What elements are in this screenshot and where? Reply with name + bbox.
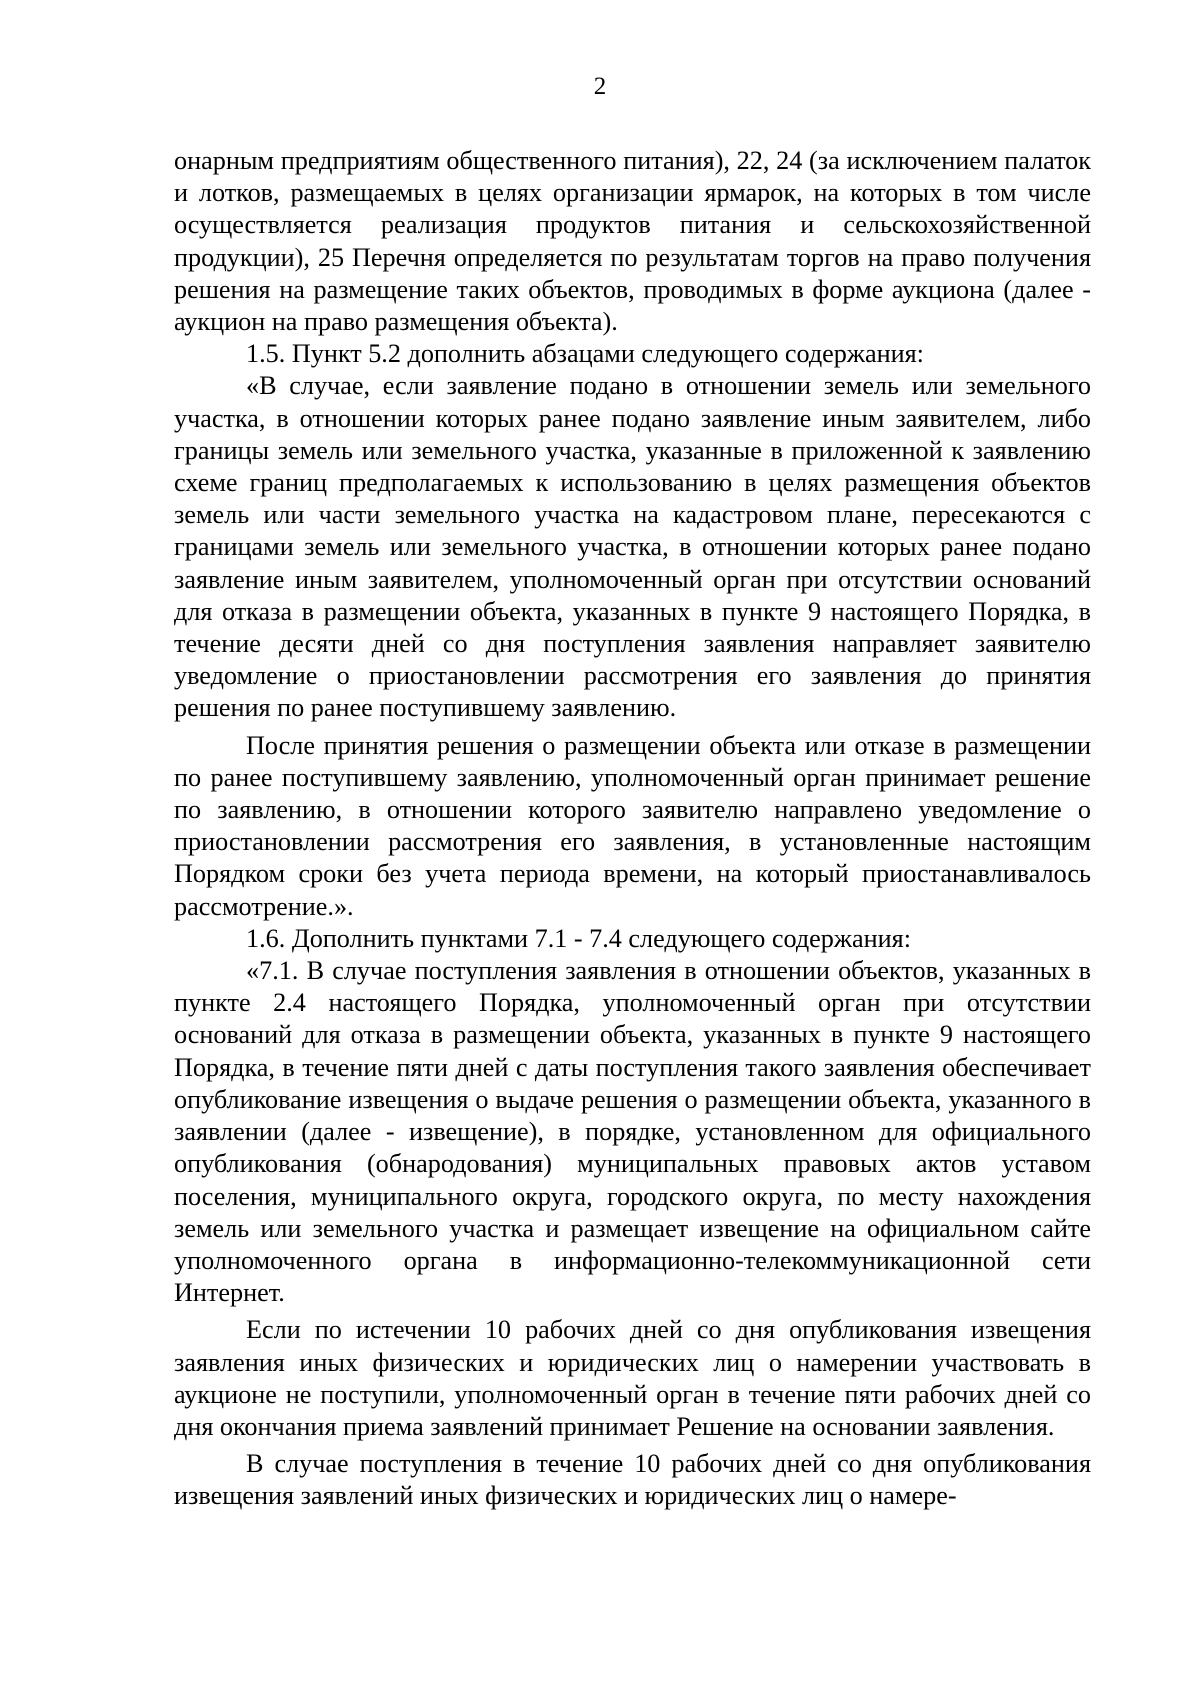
page-number: 2 xyxy=(593,73,607,100)
paragraph-after-decision: После принятия решения о размещении объекта или отказе в размещении по ранее поступившему заявлению, уполномоченный орган принимает решение по заявлению, в отношении которого заявителю направлено уведомление о приостановлении рассмотрения его заявления, в установленные настоящим Порядком сроки без учета периода времени, на который приостанавливалось рассмотрение.». xyxy=(174,730,1091,921)
paragraph-item-1-6: 1.6. Дополнить пунктами 7.1 - 7.4 следующего содержания: xyxy=(246,923,911,953)
paragraph-no-applications: Если по истечении 10 рабочих дней со дня опубликования извещения заявления иных физических и юридических лиц о намерении участвовать в аукционе не поступили, уполномоченный орган в течение пяти рабочих дней со дня окончания приема заявлений принимает Решение на основании заявления. xyxy=(174,1315,1091,1441)
paragraph-applications-received: В случае поступления в течение 10 рабочих дней со дня опубликования извещения заявлений иных физических и юридических лиц о намере- xyxy=(174,1449,1091,1511)
paragraph-quote-5-2: «В случае, если заявление подано в отношении земель или земельного участка, в отношении которых ранее подано заявление иным заявителем, либо границы земель или земельного участка, указанные в приложенной к заявлению схеме границ предполагаемых к использованию в целях размещения объектов земель или части земельного участка на кадастровом плане, пересекаются с границами земель или земельного участка, в отношении которых ранее подано заявление иным заявителем, уполномоченный орган при отсутствии оснований для отказа в размещении объекта, указанных в пункте 9 настоящего Порядка, в течение десяти дней со дня поступления заявления направляет заявителю уведомление о приостановлении рассмотрения его заявления до принятия решения по ранее поступившему заявлению. xyxy=(174,371,1091,723)
paragraph-quote-7-1: «7.1. В случае поступления заявления в отношении объектов, указанных в пункте 2.4 настоящего Порядка, уполномоченный орган при отсутствии оснований для отказа в размещении объекта, указанных в пункте 9 настоящего Порядка, в течение пяти дней с даты поступления такого заявления обеспечивает опубликование извещения о выдаче решения о размещении объекта, указанного в заявлении (далее - извещение), в порядке, установленном для официального опубликования (обнародования) муниципальных правовых актов уставом поселения, муниципального округа, городского округа, по месту нахождения земель или земельного участка и размещает извещение на официальном сайте уполномоченного органа в информационно-телекоммуникационной сети Интернет. xyxy=(174,956,1091,1308)
paragraph-continuation: онарным предприятиям общественного питания), 22, 24 (за исключением палаток и лотков, размещаемых в целях организации ярмарок, на которых в том числе осуществляется реализация продуктов питания и сельскохозяйственной продукции), 25 Перечня определяется по результатам торгов на право получения решения на размещение таких объектов, проводимых в форме аукциона (далее - аукцион на право размещения объекта). xyxy=(174,146,1091,337)
document-body xyxy=(174,145,1091,1513)
paragraph-item-1-5: 1.5. Пункт 5.2 дополнить абзацами следующего содержания: xyxy=(246,339,924,369)
